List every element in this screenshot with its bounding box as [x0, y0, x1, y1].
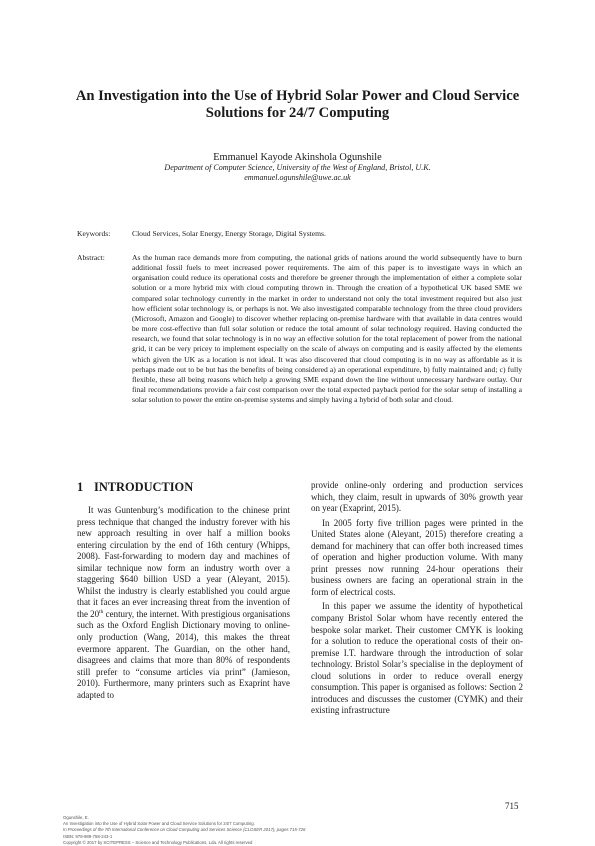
keywords-label: Keywords:	[77, 229, 111, 238]
author-affiliation: Department of Computer Science, University of the West of England, Bristol, U.K.	[164, 163, 431, 172]
left-column	[77, 505, 290, 701]
footer-line: ISBN: 978-989-758-243-1	[63, 833, 113, 839]
keywords-text: Cloud Services, Solar Energy, Energy Storage, Digital Systems.	[132, 229, 326, 238]
abstract-text: As the human race demands more from computing, the national grids of nations around the world subsequently have to burn additional fossil fuels to meet increased power requirements. The aim of this paper is to investigate ways in which an organisation could reduce its operational costs and therefore be greener through the implementation of either a complete solar solution or a more hybrid mix with cloud computing thrown in. Through the creation of a hypothetical UK based SME we compared solar technology currently in the market in order to understand not only the total investment required but also just how efficient solar technology is, or perhaps is not. We also investigated comparable technology from the three cloud providers (Microsoft, Amazon and Google) to discover whether replacing on-premise hardware with that available in data centres would be more cost-effective than full solar solution or reduce the total amount of solar technology required. Having conducted the research, we found that solar technology is in no way an effective solution for the total replacement of power from the national grid, it can be very pricey to implement especially on the scale of always on computing and is easily affected by the elements which given the UK as a location is not ideal. It was also discovered that cloud computing is in no way as affordable as it is perhaps made out to be but has the benefits of being considered a) an operational expenditure, b) fully maintained and; c) fully flexible, these all being reasons which help a growing SME expand down the line without unnecessary hardware outlay. Our final recommendations provide a fair cost comparison over the total expected payback period for the solar setup of installing a solar solution to power the entire on-premise systems and simply having a hybrid of both solar and cloud.	[132, 253, 522, 405]
footer-line: Copyright © 2017 by SCITEPRESS – Science and Technology Publications, Lda. All rights reserved	[63, 839, 253, 845]
section-title: INTRODUCTION	[94, 480, 194, 494]
intro-paragraph-continued: provide online-only ordering and production services which, they claim, result in upwards of 30% growth year on year (Exaprint, 2015).	[311, 480, 523, 514]
page-number: 715	[505, 801, 519, 811]
footer-line: An Investigation into the Use of Hybrid Solar Power and Cloud Service Solutions for 24/7 Computing.	[63, 821, 255, 827]
section-number: 1	[77, 480, 84, 494]
author-name: Emmanuel Kayode Akinshola Ogunshile	[213, 152, 382, 163]
author-email: emmanuel.ogunshile@uwe.ac.uk	[244, 173, 351, 182]
footer-line: In Proceedings of the 7th International Conference on Cloud Computing and Services Science (CLOSER 2017), pages 715-726	[63, 827, 306, 833]
intro-paragraph-3: In this paper we assume the identity of hypothetical company Bristol Solar whom have recently entered the bespoke solar market. Their customer CMYK is looking for a solution to reduce the operational costs of their on-premise I.T. hardware through the introduction of solar technology. Bristol Solar’s specialise in the deployment of cloud solutions in order to reduce overall energy consumption. This paper is organised as follows: Section 2 introduces and discusses the customer (CYMK) and their existing infrastructure	[311, 601, 523, 716]
superscript-th: th	[99, 608, 104, 615]
intro-paragraph-2: In 2005 forty five trillion pages were printed in the United States alone (Aleyant, 2015) therefore creating a demand for machinery that can offer both increased times of operation and higher production volume. With many print presses now running 24-hour operations their business owners are facing an operational strain in the form of electrical costs.	[311, 517, 523, 597]
footer-citation	[63, 815, 543, 846]
paper-title: An Investigation into the Use of Hybrid Solar Power and Cloud Service Solutions for 24/7 Computing	[75, 88, 520, 121]
intro-paragraph-1-part-b: century, the internet. With prestigious organisations such as the Oxford English Dictionary moving to online-only production (Wang, 2014), this makes the threat evermore apparent. The Guardian, on the other hand, disagrees and claims that more than 80% of respondents still prefer to “consume articles via print” (Jamieson, 2010). Furthermore, many printers such as Exaprint have adapted to	[77, 608, 290, 700]
abstract-label: Abstract:	[77, 253, 105, 262]
intro-paragraph-1	[77, 505, 290, 701]
intro-paragraph-1-part-a: It was Guntenburg’s modification to the chinese print press technique that changed the industry forever with his new approach resulting in over half a million books entering circulation by the end of 16th century (Whipps, 2008). Fast-forwarding to modern day and machines of similar technique now form an industry worth over a staggering $640 billion USD a year (Aleyant, 2015). Whilst the industry is clearly established you could argue that it faces an ever increasing threat from the invention of the 20	[77, 505, 290, 619]
right-column	[311, 480, 523, 717]
section-heading	[77, 480, 193, 494]
footer-line: Ogunshile, E.	[63, 815, 89, 820]
